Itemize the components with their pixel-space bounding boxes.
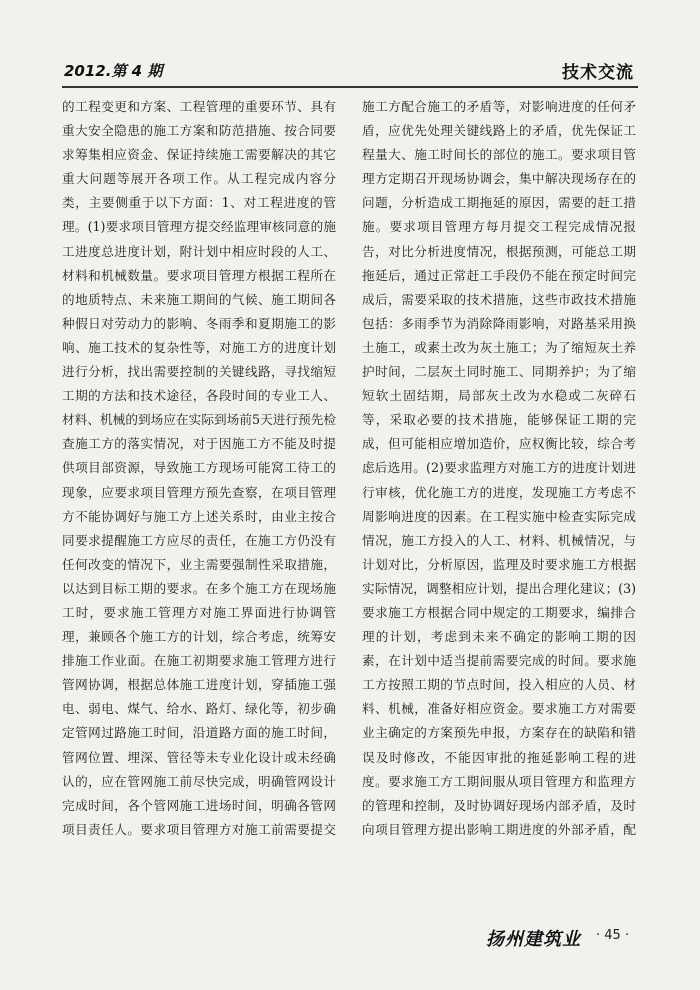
section-title: 技术交流: [562, 63, 634, 83]
running-header: [62, 56, 638, 86]
page-number: · 45 ·: [596, 928, 630, 943]
header-rule: [62, 86, 638, 88]
right-column-text: 施工方配合施工的矛盾等，对影响进度的任何矛盾，应优先处理关键线路上的矛盾，优先保证工程量大、施工时间长的部位的施工。要求项目管理方定期召开现场协调会，集中解决现场存在的问题，分析造成工期拖延的原因，需要的赶工措施。要求项目管理方每月提交工程完成情况报告，对比分析进度情况，根据预测，可能总工期拖延后，通过正常赶工手段仍不能在预定时间完成后，需要采取的技术措施，这些市政技术措施包括：多雨季节为消除降雨影响，对路基采用换土施工，或素土改为灰土施工；为了缩短灰土养护时间，二层灰土同时施工、同期养护；为了缩短软土固结期，局部灰土改为水稳或二灰碎石等，采取必要的技术措施，能够保证工期的完成，但可能相应增加造价，应权衡比较，综合考虑后选用。(2)要求监理方对施工方的进度计划进行审核，优化施工方的进度，发现施工方考虑不周影响进度的因素。在工程实施中检查实际完成情况，施工方投入的人工、材料、机械情况，与计划对比，分析原因，监理及时要求施工方根据实际情况，调整相应计划，提出合理化建议；(3)要求施工方根据合同中规定的工期要求，编排合理的计划，考虑到未来不确定的影响工期的因素，在计划中适当提前需要完成的时间。要求施工方按照工期的节点时间，投入相应的人员、材料、机械，准备好相应资金。要求施工方对需要业主确定的方案预先申报，方案存在的缺陷和错误及时修改，不能因审批的拖延影响工程的进度。要求施工方工期间服从项目管理方和监理方的管理和控制，及时协调好现场内部矛盾，及时向项目管理方提出影响工期进度的外部矛盾，配: [362, 99, 636, 837]
magazine-logo: 扬州建筑业: [486, 929, 581, 950]
issue-label: 2012.第 4 期: [64, 62, 163, 80]
right-column: [362, 95, 636, 845]
left-column-text: 的工程变更和方案、工程管理的重要环节、具有重大安全隐患的施工方案和防范措施、按合同要求筹集相应资金、保证持续施工需要解决的其它重大问题等展开各项工作。从工程完成内容分类，主要侧重于以下方面：1、对工程进度的管理。(1)要求项目管理方提交经监理审核同意的施工进度总进度计划，附计划中相应时段的人工、材料和机械数量。要求项目管理方根据工程所在的地质特点、未来施工期间的气候、施工期间各种假日对劳动力的影响、冬雨季和夏期施工的影响、施工技术的复杂性等，对施工方的进度计划进行分析，找出需要控制的关键线路，寻找缩短工期的方法和技术途径，各段时间的专业工人、材料、机械的到场应在实际到场前5天进行预先检查施工方的落实情况，对于因施工方不能及时提供项目部资源，导致施工方现场可能窝工待工的现象，应要求项目管理方预先查察，在项目管理方不能协调好与施工方上述关系时，由业主按合同要求提醒施工方应尽的责任，在施工方仍没有任何改变的情况下，业主需要强制性采取措施，以达到目标工期的要求。在多个施工方在现场施工时，要求施工管理方对施工界面进行协调管理，兼顾各个施工方的计划，综合考虑，统筹安排施工作业面。在施工初期要求施工管理方进行管网协调，根据总体施工进度计划，穿插施工强电、弱电、煤气、给水、路灯、绿化等，初步确定管网过路施工时间，沿道路方面的施工时间，管网位置、埋深、管径等未专业化设计或未经确认的，应在管网施工前尽快完成，明确管网设计完成时间，各个管网施工进场时间，明确各管网项目责任人。要求项目管理方对施工前需要提交: [62, 99, 336, 837]
left-column: [62, 95, 336, 845]
